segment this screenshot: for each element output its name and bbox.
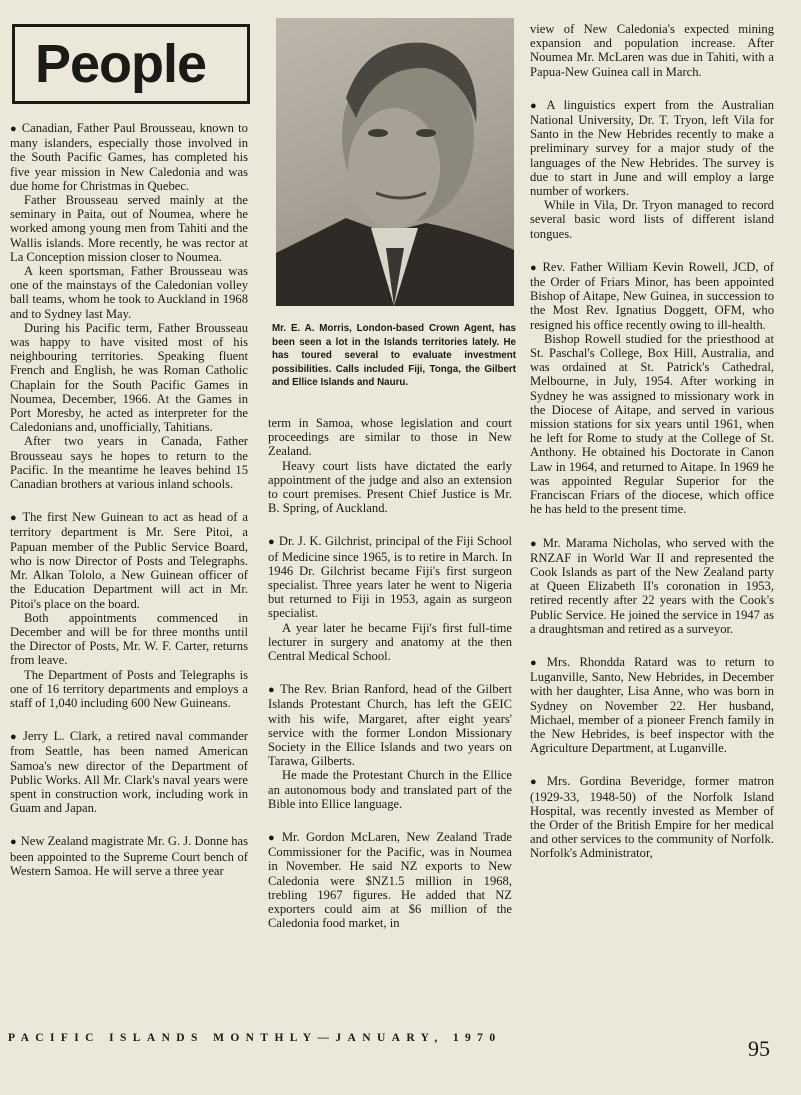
running-footer: PACIFIC ISLANDS MONTHLY—JANUARY, 1970 xyxy=(8,1032,502,1044)
bullet-icon: ● xyxy=(10,512,19,525)
paragraph: Bishop Rowell studied for the priesthood at St. Paschal's College, Box Hill, Australia, and was ordained at St. Patrick's Cathedral, Melbourne, in July, 1954. After working in Sydney he was assigned to missionary work in the Diocese of Aitape, and served in various mission stations for six years until 1961, when he left for Rome to study at the College of St. Anthony. He obtained his Doctorate in Canon Law in 1964, and returned to Aitape. In 1969 he was appointed Regular Superior for the Franciscan Friars of the diocese, which office he has held to the present time. xyxy=(530,331,774,517)
paragraph-text: The Rev. Brian Ranford, head of the Gilbert Islands Protestant Church, has left the GEIC with his wife, Margaret, after eight years' service with the former London Missionary Society in the Ellice Islands and two years on Tarawa, Gilberts. xyxy=(268,682,512,769)
paragraph: Father Brousseau served mainly at the seminary in Paita, out of Noumea, where he worked among young men from Tahiti and the Wallis islands. More recently, he was rector at La Conception mission closer to Noumea. xyxy=(10,193,248,264)
paragraph: Both appointments commenced in December and will be for three months until the Director of Posts, Mr. W. F. Carter, returns from leave. xyxy=(10,610,248,668)
paragraph-text: Mr. Gordon McLaren, New Zealand Trade Commissioner for the Pacific, was in Noumea in November. He said NZ exports to New Caledonia were $NZ1.5 million in 1968, trebling 1967 figures. He added that NZ exporters could aim at $6 million of the Caledonia food market, in xyxy=(268,830,512,931)
bullet-icon: ● xyxy=(268,832,278,845)
paragraph xyxy=(530,655,774,755)
page-number: 95 xyxy=(748,1036,770,1061)
paragraph: During his Pacific term, Father Brousseau was happy to have visited most of his neighbouring territories. Speaking fluent French and English, he was Roman Catholic Chaplain for the South Pacific Games in Noumea, December, 1966. At the Games in Port Moresby, he acted as interpreter for the Caledonians and, unofficially, Tahitians. xyxy=(10,320,248,435)
paragraph: view of New Caledonia's expected mining expansion and population increase. After Noumea Mr. McLaren was due in Tahiti, with a Papua-New Guinea call in March. xyxy=(530,22,774,79)
paragraph xyxy=(10,834,248,878)
section-title: People xyxy=(35,34,207,94)
paragraph xyxy=(10,121,248,193)
paragraph xyxy=(530,98,774,198)
paragraph-text: New Zealand magistrate Mr. G. J. Donne has been appointed to the Supreme Court bench of Western Samoa. He will serve a three year xyxy=(10,834,248,878)
bullet-icon: ● xyxy=(268,684,277,697)
bullet-icon: ● xyxy=(10,836,17,849)
bullet-icon: ● xyxy=(530,776,543,789)
paragraph-text: A linguistics expert from the Australian National University, Dr. T. Tryon, left Vila for Santo in the New Hebrides recently to make a preliminary survey for a major study of the languages of the New Hebrides. The survey is due to start in June and will employ a large number of workers. xyxy=(530,97,774,199)
paragraph xyxy=(10,510,248,610)
paragraph-text: Canadian, Father Paul Brousseau, known to many islanders, especially those involved in the South Pacific Games, has completed his five year mission in New Caledonia and was due home for Christmas in Quebec. xyxy=(10,121,248,193)
paragraph xyxy=(268,534,512,620)
photo-caption: Mr. E. A. Morris, London-based Crown Agent, has been seen a lot in the Islands territories lately. He has toured several to evaluate investment possibilities. Calls included Fiji, Tonga, the Gilbert and Ellice Islands and Nauru. xyxy=(272,323,516,389)
bullet-icon: ● xyxy=(268,536,275,549)
article-column-1 xyxy=(10,121,248,878)
paragraph-text: The first New Guinean to act as head of a territory department is Mr. Sere Pitoi, a Papuan member of the Public Service Board, who is now Director of Posts and Telegraphs. Mr. Alkan Tololo, a New Guinean officer of the Education Department will act in Mr. Pitoi's place on the board. xyxy=(10,510,248,611)
paragraph-text: Rev. Father William Kevin Rowell, JCD, of the Order of Friars Minor, has been appointed Bishop of Aitape, New Guinea, in succession to the Most Rev. Ignatius Doggett, OFM, who resigned his office recently owing to ill-health. xyxy=(530,259,774,332)
portrait-photo xyxy=(276,18,514,306)
paragraph-text: Mrs. Gordina Beveridge, former matron (1929-33, 1948-50) of the Norfolk Island Hospital, was recently invested as Member of the Order of the British Empire for her medical and other services to the community of Norfolk. Norfolk's Administrator, xyxy=(530,774,774,861)
bullet-icon: ● xyxy=(530,537,539,550)
portrait-figure xyxy=(276,18,514,306)
bullet-icon: ● xyxy=(530,656,543,669)
paragraph xyxy=(10,729,248,815)
article-column-3 xyxy=(530,22,774,861)
article-column-2 xyxy=(268,416,512,931)
paragraph: After two years in Canada, Father Brousseau says he hopes to return to the Pacific. In the meantime he leaves behind 15 Canadian brothers at various inland schools. xyxy=(10,434,248,492)
paragraph: A year later he became Fiji's first full-time lecturer in surgery and anatomy at the then Central Medical School. xyxy=(268,620,512,664)
paragraph-text: Mrs. Rhondda Ratard was to return to Luganville, Santo, New Hebrides, in December with her daughter, Lisa Anne, who was born in Sydney on November 22. Her husband, Michael, member of a pioneer French family in the New Hebrides, is beef inspector with the Agriculture Department, at Luganville. xyxy=(530,654,774,756)
paragraph-text: Dr. J. K. Gilchrist, principal of the Fiji School of Medicine since 1965, is to retire in March. In 1946 Dr. Gilchrist became Fiji's first surgeon specialist. Three years later he went to Nigeria but returned to Fiji in 1953, again as surgeon specialist. xyxy=(268,534,512,621)
bullet-icon: ● xyxy=(10,123,18,135)
paragraph: Heavy court lists have dictated the early appointment of the judge and also an extension to court premises. Present Chief Justice is Mr. B. Spring, of Auckland. xyxy=(268,458,512,516)
paragraph-text: Jerry L. Clark, a retired naval commander from Seattle, has been named American Samoa's new director of the Department of Public Works. All Mr. Clark's naval years were spent in construction work, including work in Guam and Japan. xyxy=(10,729,248,816)
paragraph: The Department of Posts and Telegraphs is one of 16 territory departments and employs a staff of 1,040 including 600 New Guineans. xyxy=(10,667,248,710)
paragraph xyxy=(530,536,774,636)
paragraph: He made the Protestant Church in the Ellice an autonomous body and translated part of the Bible into Ellice language. xyxy=(268,768,512,811)
paragraph xyxy=(268,830,512,930)
paragraph-text: Mr. Marama Nicholas, who served with the RNZAF in World War II and represented the Cook Islands as part of the New Zealand party at Queen Elizabeth II's coronation in 1953, retired recently after 22 years with the Cook's Public Service. He joined the service in 1947 as a draughtsman and retired as a surveyor. xyxy=(530,535,774,636)
paragraph xyxy=(530,260,774,332)
paragraph: A keen sportsman, Father Brousseau was one of the mainstays of the Caledonian volley ball teams, whom he took to Auckland in 1968 and to Sydney last May. xyxy=(10,264,248,321)
paragraph xyxy=(530,774,774,860)
bullet-icon: ● xyxy=(10,731,19,744)
paragraph xyxy=(268,682,512,768)
paragraph: While in Vila, Dr. Tryon managed to record several basic word lists of different island tongues. xyxy=(530,198,774,241)
bullet-icon: ● xyxy=(530,261,539,274)
bullet-icon: ● xyxy=(530,99,543,112)
paragraph: term in Samoa, whose legislation and court proceedings are similar to those in New Zealand. xyxy=(268,416,512,459)
section-masthead xyxy=(12,24,250,104)
